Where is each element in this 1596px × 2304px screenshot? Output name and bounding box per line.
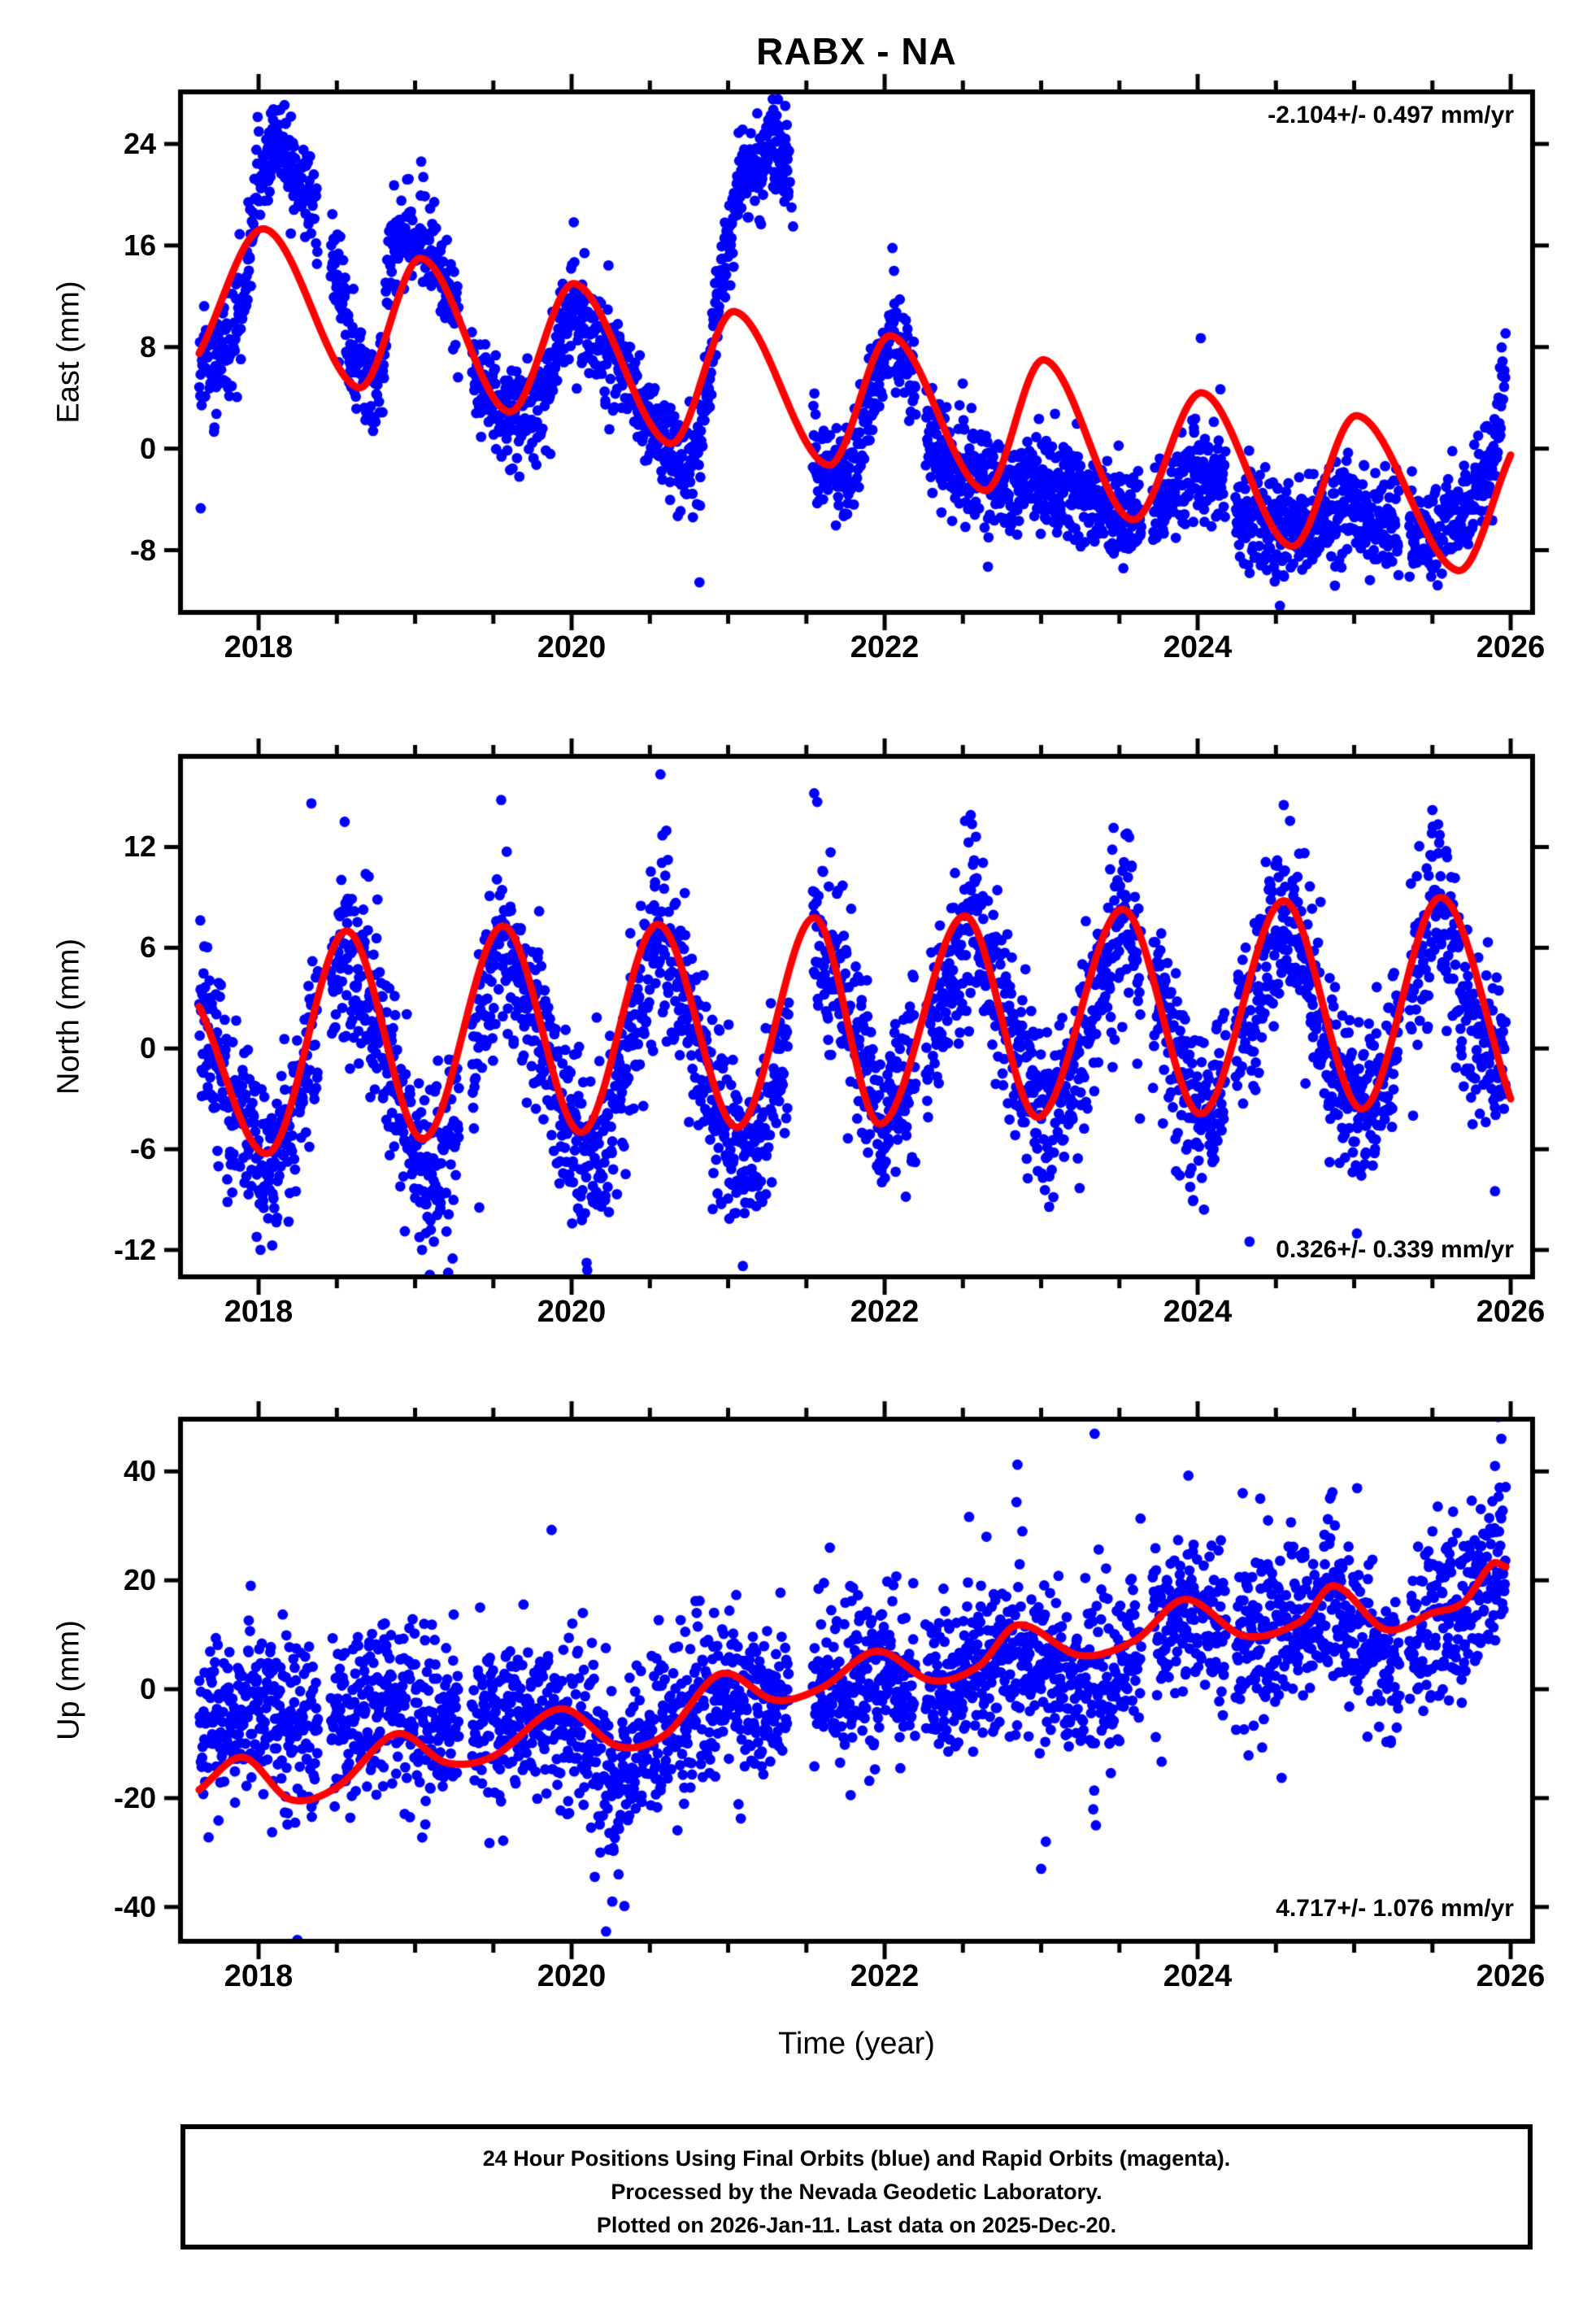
north-panel [180, 756, 1533, 1277]
east-y-tick-label: 0 [139, 431, 156, 465]
north-x-tick-label: 2022 [850, 1295, 920, 1329]
north-y-tick-label: 12 [123, 830, 156, 864]
north-y-tick-label: 6 [139, 930, 156, 965]
up-y-tick-label: 40 [123, 1454, 156, 1488]
north-y-tick-label: -12 [113, 1232, 156, 1266]
east-y-tick-label: 8 [139, 329, 156, 364]
east-axis-label: East (mm) [51, 281, 86, 424]
footer-line-1: 24 Hour Positions Using Final Orbits (blue) and Rapid Orbits (magenta). [482, 2146, 1231, 2171]
up-x-tick-label: 2022 [850, 1959, 920, 1993]
up-x-tick-label: 2026 [1476, 1959, 1546, 1993]
east-x-tick-label: 2018 [224, 630, 294, 664]
footer-line-3: Plotted on 2026-Jan-11. Last data on 2025-Dec-20. [596, 2213, 1117, 2237]
north-y-tick-label: 0 [139, 1031, 156, 1065]
east-x-tick-label: 2026 [1476, 630, 1546, 664]
east-x-tick-label: 2022 [850, 630, 920, 664]
up-panel [180, 1419, 1533, 1941]
east-y-tick-label: 16 [123, 228, 156, 262]
north-x-tick-label: 2020 [537, 1295, 607, 1329]
east-x-tick-label: 2024 [1163, 630, 1233, 664]
up-x-tick-label: 2024 [1163, 1959, 1233, 1993]
footer-note-box [180, 2124, 1533, 2250]
north-x-tick-label: 2026 [1476, 1295, 1546, 1329]
up-y-tick-label: -20 [113, 1780, 156, 1814]
east-y-tick-label: 24 [123, 127, 156, 160]
time-axis-label: Time (year) [778, 2027, 935, 2061]
north-x-tick-label: 2018 [224, 1295, 294, 1329]
east-rate-annotation: -2.104+/- 0.497 mm/yr [1268, 102, 1514, 128]
up-x-tick-label: 2018 [224, 1959, 294, 1993]
north-y-tick-label: -6 [129, 1132, 156, 1166]
east-panel [180, 92, 1533, 612]
east-y-tick-label: -8 [129, 533, 156, 567]
north-x-tick-label: 2024 [1163, 1295, 1233, 1329]
north-axis-label: North (mm) [51, 938, 86, 1095]
east-x-tick-label: 2020 [537, 630, 607, 664]
up-y-tick-label: 20 [123, 1563, 156, 1597]
up-axis-label: Up (mm) [51, 1620, 86, 1740]
up-rate-annotation: 4.717+/- 1.076 mm/yr [1276, 1895, 1514, 1922]
north-rate-annotation: 0.326+/- 0.339 mm/yr [1276, 1236, 1514, 1263]
up-y-tick-label: 0 [139, 1672, 156, 1706]
up-y-tick-label: -40 [113, 1889, 156, 1923]
up-x-tick-label: 2020 [537, 1959, 607, 1993]
page-title: RABX - NA [756, 30, 957, 72]
footer-line-2: Processed by the Nevada Geodetic Laboratory. [611, 2180, 1102, 2204]
